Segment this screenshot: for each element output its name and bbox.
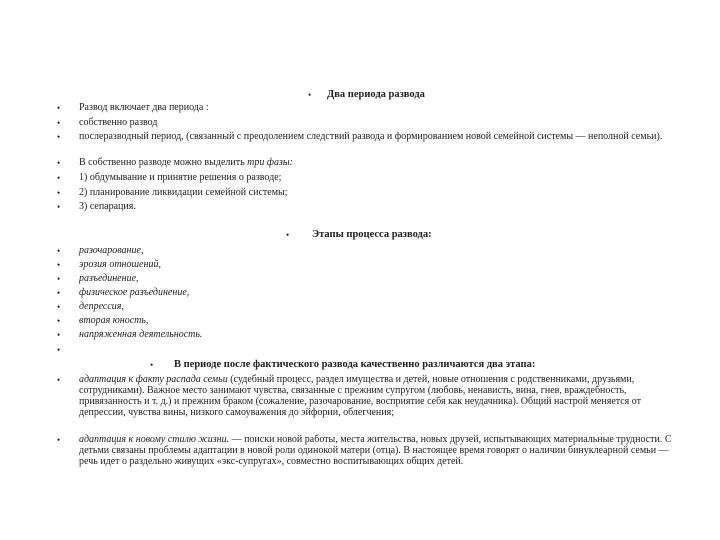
list-item	[79, 374, 685, 418]
list-item	[79, 434, 685, 467]
bullet: •	[57, 132, 61, 142]
bullet: •	[57, 202, 61, 212]
list-item: разъединение,	[79, 273, 139, 284]
bullet: •	[57, 288, 61, 298]
list-item: эрозия отношений,	[79, 259, 161, 270]
bullet: •	[150, 360, 154, 370]
list-item	[79, 157, 293, 168]
list-item: 3) сепарация.	[79, 201, 136, 212]
three-phases-text: три фазы:	[247, 157, 293, 168]
list-item: разочарование,	[79, 245, 144, 256]
bullet: •	[57, 274, 61, 284]
bullet: •	[57, 302, 61, 312]
bullet: •	[57, 345, 61, 355]
bullet: •	[57, 103, 61, 113]
phases-intro-text: В собственно разводе можно выделить	[79, 157, 248, 168]
bullet: •	[57, 246, 61, 256]
list-item: послеразводный период, (связанный с преодолением следствий развода и формированием новой семейной системы — неполной семьи).	[79, 131, 663, 142]
list-item: Развод включает два периода :	[79, 102, 209, 113]
bullet: •	[57, 173, 61, 183]
heading-divorce-stages: Этапы процесса развода:	[312, 229, 432, 240]
stage-title: адаптация к факту распада семьи	[79, 374, 228, 385]
list-item: вторая юность,	[79, 315, 149, 326]
bullet: •	[57, 188, 61, 198]
bullet: •	[57, 260, 61, 270]
heading-post-divorce: В периоде после фактического развода качественно различаются два этапа:	[174, 359, 536, 370]
bullet: •	[57, 330, 61, 340]
list-item: физическое разъединение,	[79, 287, 190, 298]
bullet: •	[286, 230, 290, 240]
stage-text: (судебный процесс, раздел имущества и детей, новые отношения с родственниками, друзьями, сотрудниками). Важное место занимают чувства, связанные с прежним супругом (любовь, ненависть, вина, гнев, враждебность, привязанность и т. д.) и прежним браком (сожаление, разочарование, восприятие себя как неудачника). Общий настрой меняется от депрессии, чувства вины, низкого самоуважения до эйфории, облегчения;	[79, 374, 642, 418]
list-item: напряженная деятельность.	[79, 329, 203, 340]
list-item: депрессия,	[79, 301, 124, 312]
stage-text: — поиски новой работы, места жительства, новых друзей, испытывающих материальные трудности. С детьми связаны проблемы адаптации в новой роли одинокой матери (отца). В настоящее время говорят о наличии бинуклеарной семьи — речь идет о раздельно живущих «экс-супругах», совместно воспитывающих общих детей.	[79, 434, 672, 467]
bullet: •	[308, 90, 312, 100]
stage-title: адаптация к новому стилю жизни.	[79, 434, 230, 445]
bullet: •	[57, 118, 61, 128]
heading-two-periods: Два периода развода	[327, 89, 425, 100]
list-item: 1) обдумывание и принятие решения о разводе;	[79, 172, 282, 183]
list-item: собственно развод	[79, 117, 158, 128]
list-item: 2) планирование ликвидации семейной системы;	[79, 187, 288, 198]
bullet: •	[57, 435, 61, 445]
bullet: •	[57, 158, 61, 168]
bullet: •	[57, 316, 61, 326]
bullet: •	[57, 375, 61, 385]
